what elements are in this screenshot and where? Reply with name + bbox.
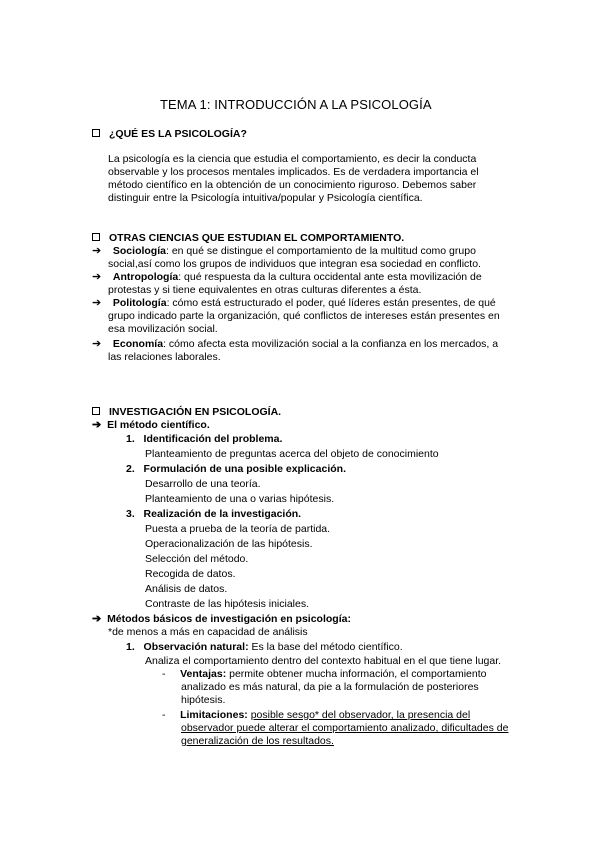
- list-item-line: las relaciones laborales.: [108, 351, 221, 363]
- list-item-anthropology: ➔ Antropología: qué respuesta da la cultura occidental ante esta movilización de: [92, 271, 482, 283]
- step-line: Desarrollo de una teoría.: [145, 478, 261, 490]
- paragraph-line: distinguir entre la Psicología intuitiva/popular y Psicología científica.: [108, 192, 423, 204]
- list-item-line: protestas y si tiene equivalentes en otras culturas diferentes a ésta.: [108, 284, 422, 296]
- step-line: Operacionalización de las hipótesis.: [145, 538, 313, 550]
- paragraph-line: La psicología es la ciencia que estudia el comportamiento, es decir la conducta: [108, 153, 477, 165]
- arrow-icon: ➔: [92, 271, 102, 283]
- step-line: Selección del método.: [145, 553, 249, 565]
- list-item-line: social,así como los grupos de individuos que integran esa sociedad en conflicto.: [108, 258, 481, 270]
- list-item-sociology: ➔ Sociología: en qué se distingue el comportamiento de la multitud como grupo: [92, 245, 476, 257]
- step-2-title: 2. Formulación de una posible explicación.: [126, 463, 346, 475]
- step-1-title: 1. Identificación del problema.: [126, 433, 283, 445]
- observation-title: 1. Observación natural: Es la base del método científico.: [126, 641, 403, 653]
- step-line: Planteamiento de preguntas acerca del objeto de conocimiento: [145, 448, 439, 460]
- step-line: Puesta a prueba de la teoría de partida.: [145, 523, 331, 535]
- section-other-sciences-heading: OTRAS CIENCIAS QUE ESTUDIAN EL COMPORTAMIENTO.: [92, 232, 404, 244]
- arrow-icon: ➔: [92, 245, 102, 257]
- limitations-line: observador puede alterar el comportamiento analizado, dificultades de: [181, 722, 509, 734]
- page-title: TEMA 1: INTRODUCCIÓN A LA PSICOLOGÍA: [160, 97, 432, 112]
- limitations-line: generalización de los resultados.: [181, 735, 334, 747]
- basic-methods-note: *de menos a más en capacidad de análisis: [108, 626, 308, 638]
- checkbox-bullet-icon: [92, 233, 100, 241]
- list-item-economy: ➔ Economía: cómo afecta esta movilización social a la confianza en los mercados, a: [92, 338, 499, 350]
- step-3-title: 3. Realización de la investigación.: [126, 508, 302, 520]
- checkbox-bullet-icon: [92, 129, 100, 137]
- scientific-method-heading: ➔ El método científico.: [92, 419, 210, 431]
- step-line: Planteamiento de una o varias hipótesis.: [145, 493, 335, 505]
- limitations-line: - Limitaciones: posible sesgo* del observador, la presencia del: [162, 709, 471, 721]
- step-line: Análisis de datos.: [145, 583, 228, 595]
- section-what-is-psychology-heading: ¿QUÉ ES LA PSICOLOGÍA?: [92, 128, 247, 140]
- list-item-line: grupo indicado parte la organización, qué conflictos de intereses están presentes en: [108, 310, 500, 322]
- arrow-icon: ➔: [92, 338, 102, 350]
- advantages-line: analizado es más natural, da pie a la formulación de posteriores: [181, 681, 479, 693]
- observation-description: Analiza el comportamiento dentro del contexto habitual en el que tiene lugar.: [145, 655, 502, 667]
- paragraph-line: método científico en la obtención de un conocimiento riguroso. Debemos saber: [108, 179, 477, 191]
- dash-bullet: -: [162, 668, 166, 680]
- step-line: Recogida de datos.: [145, 568, 236, 580]
- dash-bullet: -: [162, 709, 166, 721]
- basic-methods-heading: ➔ Métodos básicos de investigación en psicología:: [92, 613, 351, 625]
- advantages-line: - Ventajas: permite obtener mucha información, el comportamiento: [162, 668, 487, 680]
- list-item-line: esa movilización social.: [108, 323, 218, 335]
- section-research-heading: INVESTIGACIÓN EN PSICOLOGÍA.: [92, 406, 281, 418]
- paragraph-line: observable y los procesos mentales implicados. Es de verdadera importancia el: [108, 166, 479, 178]
- step-line: Contraste de las hipótesis iniciales.: [145, 598, 310, 610]
- list-item-politology: ➔ Politología: cómo está estructurado el poder, qué líderes están presentes, de qué: [92, 297, 496, 309]
- arrow-icon: ➔: [92, 297, 102, 309]
- arrow-icon: ➔: [92, 419, 102, 431]
- advantages-line: hipótesis.: [181, 694, 226, 706]
- arrow-icon: ➔: [92, 613, 102, 625]
- checkbox-bullet-icon: [92, 407, 100, 415]
